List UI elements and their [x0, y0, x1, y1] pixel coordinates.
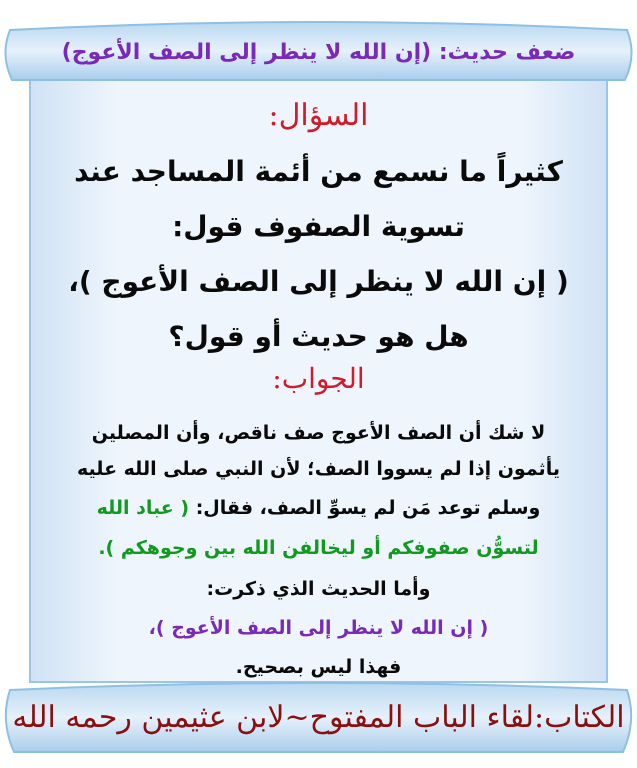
question-line-3: ( إن الله لا ينظر إلى الصف الأعوج )، [68, 265, 569, 298]
hadith-quote-start: ( عباد الله [96, 497, 190, 519]
answer-line-3 [0, 497, 637, 519]
answer-line-3-text: وسلم توعد مَن لم يسوِّ الصف، فقال: [189, 497, 541, 519]
book-source-footer: الكتاب:لقاء الباب المفتوح~لابن عثيمين رحمه الله [12, 700, 625, 735]
answer-line-5: وأما الحديث الذي ذكرت: [206, 578, 431, 600]
page-title: ضعف حديث: (إن الله لا ينظر إلى الصف الأعوج) [61, 40, 576, 65]
question-line-1: كثيراً ما نسمع من أئمة المساجد عند [74, 155, 563, 188]
answer-conclusion: فهذا ليس بصحيح. [235, 656, 402, 678]
question-line-4: هل هو حديث أو قول؟ [168, 320, 469, 353]
quoted-saying: ( إن الله لا ينظر إلى الصف الأعوج )، [148, 617, 489, 639]
answer-label: الجواب: [272, 362, 365, 395]
question-label: السؤال: [268, 98, 369, 133]
answer-line-1: لا شك أن الصف الأعوج صف ناقص، وأن المصلين [91, 422, 546, 444]
answer-line-2: يأثمون إذا لم يسووا الصف؛ لأن النبي صلى الله عليه [77, 458, 560, 480]
question-line-2: تسوية الصفوف قول: [172, 210, 465, 243]
hadith-quote-end: لتسوُّن صفوفكم أو ليخالفن الله بين وجوهكم ). [98, 537, 539, 559]
